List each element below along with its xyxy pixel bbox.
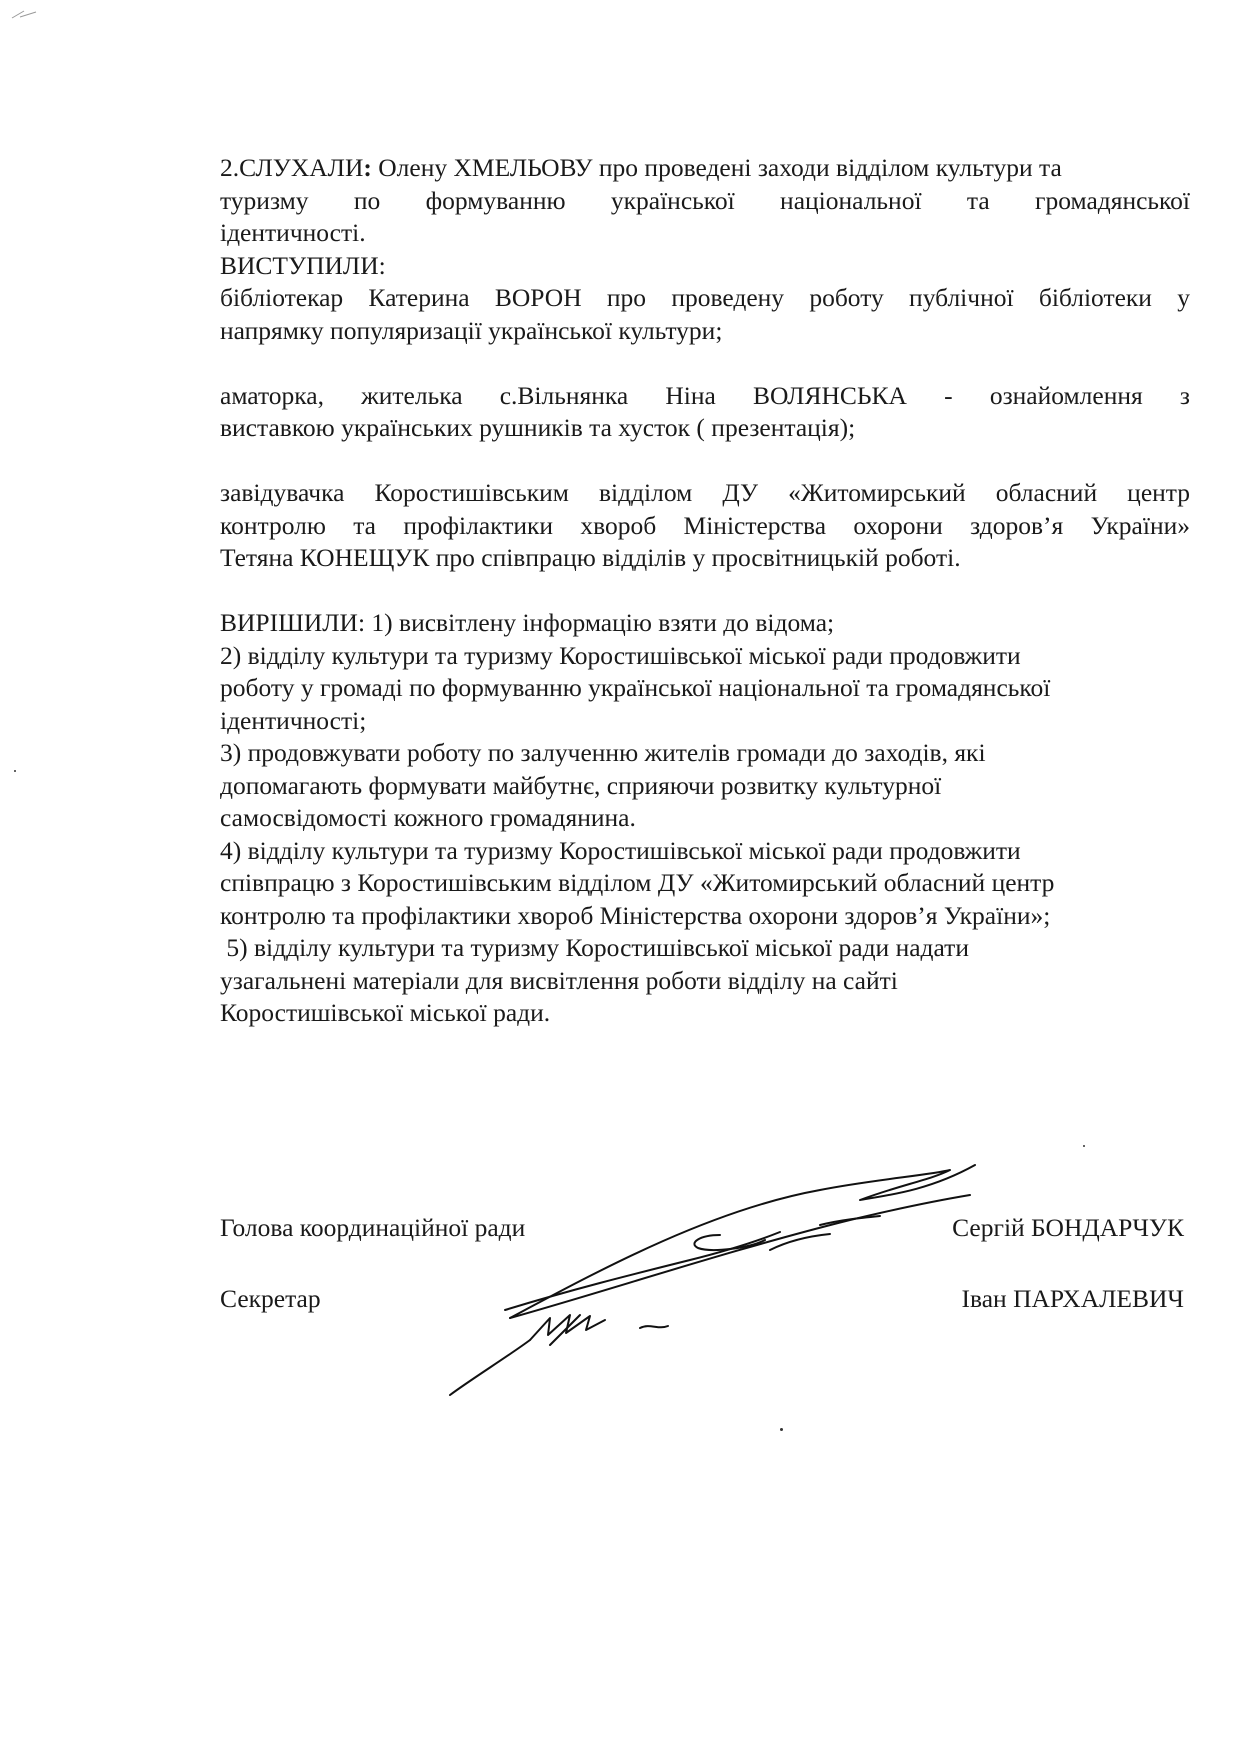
decision-line-1: ВИРІШИЛИ: 1) висвітлену інформацію взяти до відома; [220,608,835,637]
decision-line-9: співпрацю з Коростишівським відділом ДУ «Житомирський обласний центр [220,868,1055,897]
decision-line-8: 4) відділу культури та туризму Коростишівської міської ради продовжити [220,835,1021,865]
speaker-3-line-1: завідувачка Коростишівським відділом ДУ «Житомирський обласний центр [220,478,1190,507]
minutes-body [220,152,1190,1030]
secretary-title: Секретар [220,1284,321,1313]
scan-speck [1083,1145,1085,1147]
heard-line-1 [220,152,1190,185]
decided-section [220,607,1190,1030]
heard-line-2: туризму по формуванню української національної та громадянської [220,185,1190,215]
decision-line-11: 5) відділу культури та туризму Коростишівської міської ради надати [220,933,969,962]
decision-line-3: роботу у громаді по формуванню української національної та громадянської [220,673,1051,702]
speaker-1-line-1: бібліотекар Катерина ВОРОН про проведену роботу публічної бібліотеки у [220,283,1190,312]
handwritten-signature [430,1140,1090,1400]
chair-title: Голова координаційної ради [220,1213,526,1242]
paragraph-gap [220,347,1190,380]
heard-line-3: ідентичності. [220,218,366,247]
chair-name: Сергій БОНДАРЧУК [952,1213,1184,1242]
spoke-heading: ВИСТУПИЛИ: [220,250,386,280]
speaker-3-line-3: Тетяна КОНЕЩУК про співпрацю відділів у просвітницькій роботі. [220,543,961,572]
decision-line-7: самосвідомості кожного громадянина. [220,803,636,832]
decision-line-6: допомагають формувати майбутнє, сприяючи розвитку культурної [220,770,942,800]
decision-line-4: ідентичності; [220,705,367,735]
heard-label: 2.СЛУХАЛИ [220,153,364,182]
decision-line-5: 3) продовжувати роботу по залученню жителів громади до заходів, які [220,738,986,767]
speaker-3-line-2: контролю та профілактики хвороб Міністерства охорони здоров’я України» [220,510,1190,540]
decision-line-2: 2) відділу культури та туризму Коростишівської міської ради продовжити [220,640,1021,670]
speaker-2-line-2: виставкою українських рушників та хусток ( презентація); [220,413,856,442]
heard-colon: : [363,153,372,182]
heard-line-1-text: Олену ХМЕЛЬОВУ про проведені заходи відділом культури та [371,153,1062,182]
heard-section [220,152,1190,250]
scan-speck [14,770,16,772]
paragraph-gap [220,445,1190,478]
scan-corner-mark [10,8,50,20]
paragraph-gap [220,575,1190,608]
decision-line-13: Коростишівської міської ради. [220,998,551,1027]
speaker-1-line-2: напрямку популяризації української культури; [220,315,723,345]
decision-line-12: узагальнені матеріали для висвітлення роботи відділу на сайті [220,965,898,995]
spoke-section [220,250,1190,575]
speaker-2-line-1: аматорка, жителька с.Вільнянка Ніна ВОЛЯНСЬКА - ознайомлення з [220,380,1190,410]
decision-line-10: контролю та профілактики хвороб Міністерства охорони здоров’я України»; [220,900,1051,930]
secretary-name: Іван ПАРХАЛЕВИЧ [961,1284,1184,1313]
scan-speck [780,1428,783,1431]
